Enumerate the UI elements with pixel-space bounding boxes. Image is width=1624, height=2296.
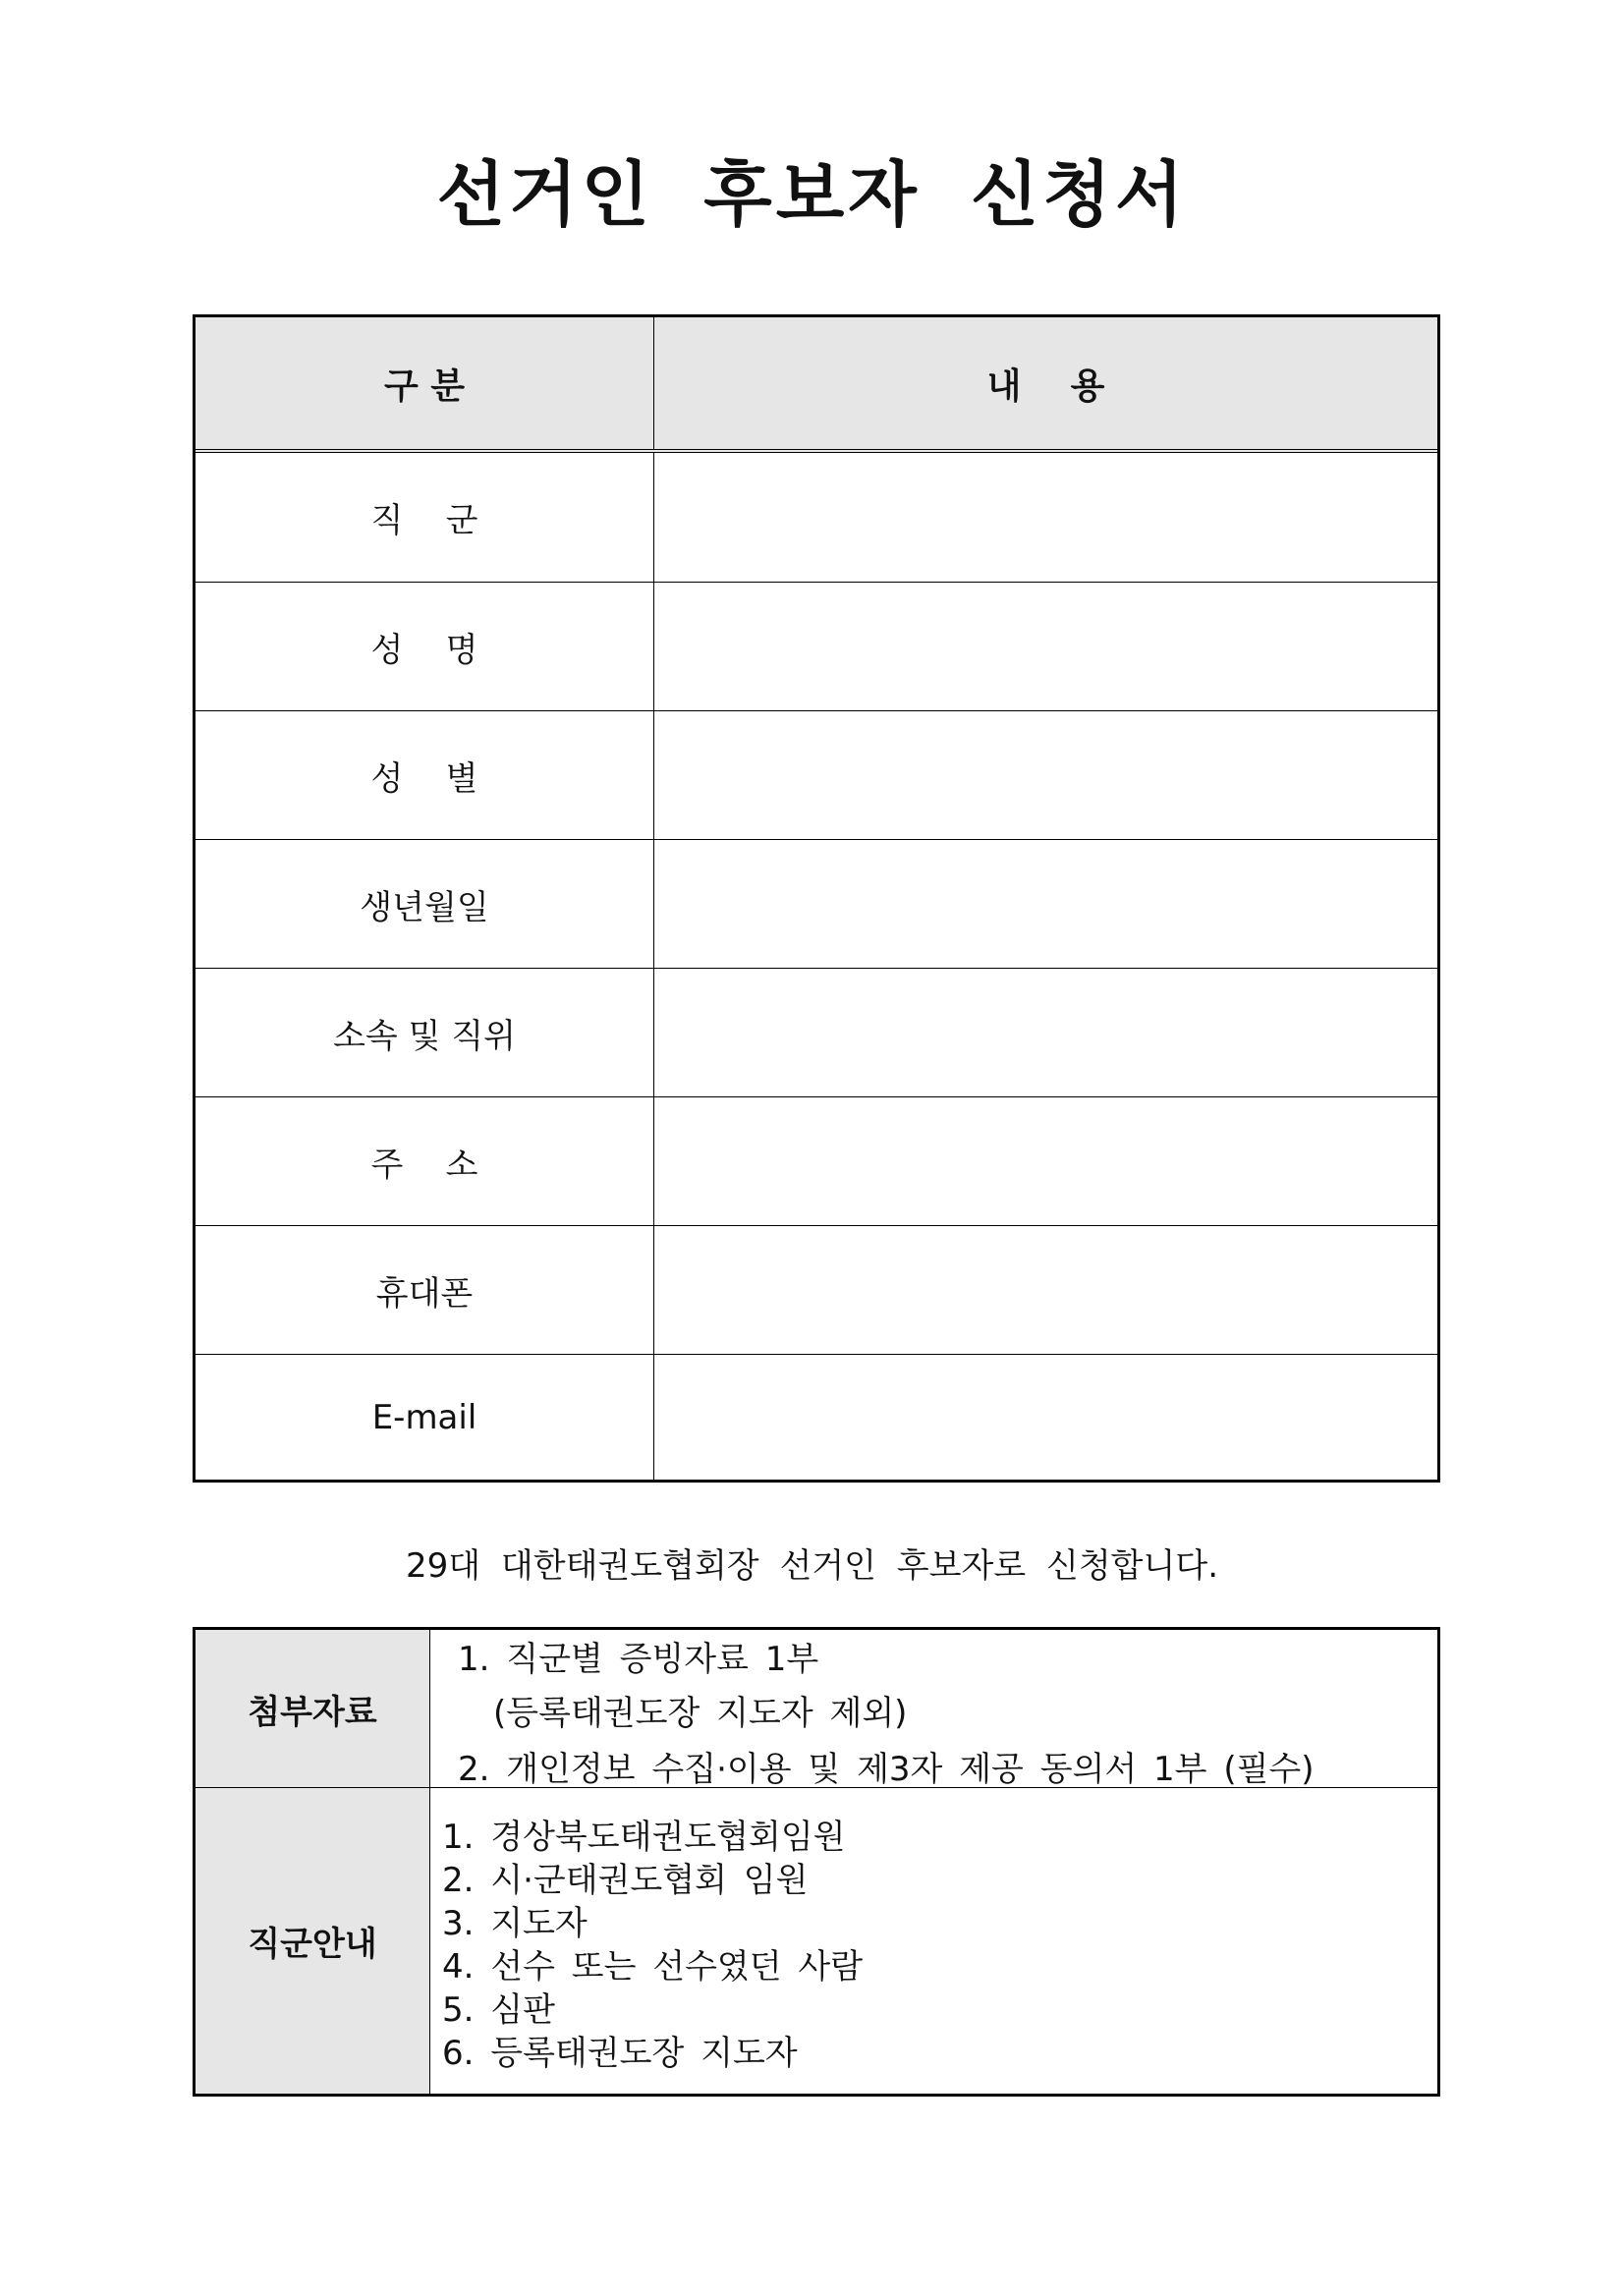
form-row-job-group <box>196 453 1437 582</box>
job-guide-label: 직군안내 <box>196 1788 430 2094</box>
job-guide-item: 6. 등록태권도장 지도자 <box>442 2034 798 2073</box>
document-title: 선거인 후보자 신청서 <box>436 153 1188 236</box>
form-row-affiliation <box>196 968 1437 1096</box>
job-guide-row <box>196 1788 1437 2094</box>
field-label-birthdate: 생년월일 <box>196 840 654 968</box>
job-guide-list <box>430 1788 1437 2094</box>
field-value-name[interactable] <box>654 583 1437 710</box>
field-value-job-group[interactable] <box>654 453 1437 582</box>
attachment-item: 1. 직군별 증빙자료 1부 <box>458 1640 819 1679</box>
header-category: 구 분 <box>196 317 654 449</box>
application-form-table <box>193 314 1440 1483</box>
field-label-affiliation: 소속 및 직위 <box>196 969 654 1096</box>
field-label-address: 주 소 <box>196 1097 654 1225</box>
field-value-gender[interactable] <box>654 711 1437 839</box>
field-label-email: E-mail <box>196 1355 654 1480</box>
field-label-gender: 성 별 <box>196 711 654 839</box>
form-row-birthdate <box>196 839 1437 968</box>
form-row-name <box>196 582 1437 710</box>
attachments-label: 첨부자료 <box>196 1630 430 1787</box>
form-row-address <box>196 1096 1437 1225</box>
field-value-affiliation[interactable] <box>654 969 1437 1096</box>
header-content: 내 용 <box>986 365 1105 407</box>
job-guide-item: 1. 경상북도태권도협회임원 <box>442 1818 846 1857</box>
job-guide-item: 3. 지도자 <box>442 1904 588 1943</box>
field-label-phone: 휴대폰 <box>196 1226 654 1354</box>
job-guide-item: 5. 심판 <box>442 1990 555 2030</box>
field-value-email[interactable] <box>654 1355 1437 1480</box>
job-guide-item: 4. 선수 또는 선수였던 사람 <box>442 1947 864 1987</box>
info-table <box>193 1627 1440 2097</box>
job-guide-item: 2. 시·군태권도협회 임원 <box>442 1861 809 1900</box>
field-value-birthdate[interactable] <box>654 840 1437 968</box>
form-row-gender <box>196 710 1437 839</box>
attachments-list <box>430 1630 1437 1787</box>
field-label-job-group: 직 군 <box>196 453 654 582</box>
attachment-item: 2. 개인정보 수집·이용 및 제3자 제공 동의서 1부 (필수) <box>458 1750 1315 1789</box>
application-statement: 29대 대한태권도협회장 선거인 후보자로 신청합니다. <box>405 1546 1219 1586</box>
field-label-name: 성 명 <box>196 583 654 710</box>
form-row-email <box>196 1354 1437 1480</box>
form-row-phone <box>196 1225 1437 1354</box>
form-table-header <box>196 317 1437 453</box>
attachments-row <box>196 1630 1437 1788</box>
field-value-phone[interactable] <box>654 1226 1437 1354</box>
field-value-address[interactable] <box>654 1097 1437 1225</box>
attachment-item-note: (등록태권도장 지도자 제외) <box>493 1694 908 1733</box>
